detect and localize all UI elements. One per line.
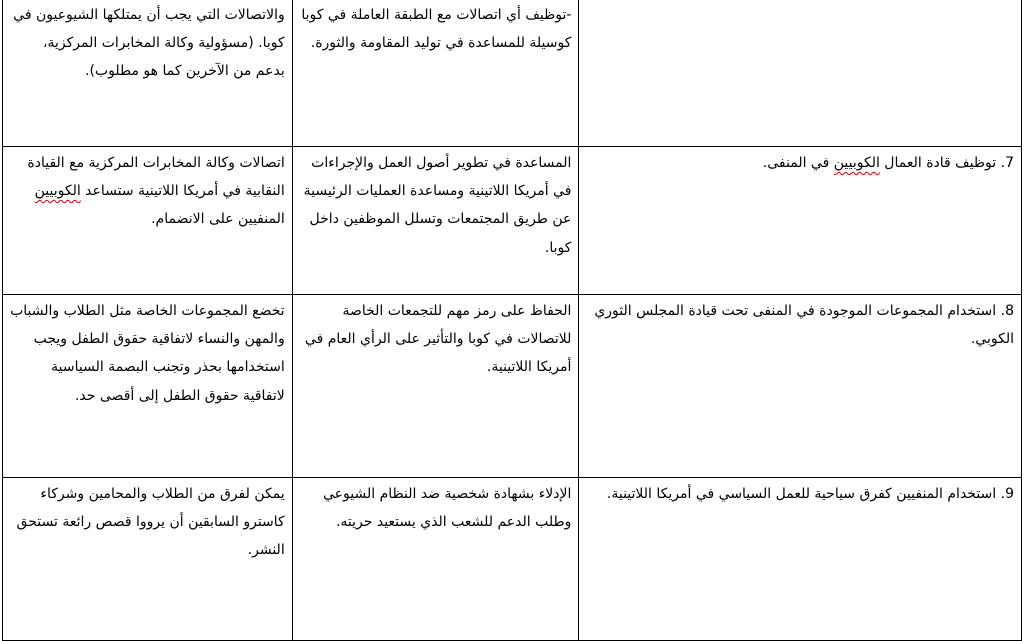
table-row [3, 0, 1022, 147]
notes-cell [3, 0, 293, 147]
item-text-start: 7. توظيف قادة العمال [879, 155, 1014, 171]
table-row [3, 295, 1022, 478]
notes-text-start: اتصالات وكالة المخابرات المركزية مع القيادة النقابية في أمريكا اللاتينية ستساعد [27, 155, 285, 200]
notes-text-end: المنفيين على الانضمام. [151, 211, 285, 228]
notes-text: يمكن لفرق من الطلاب والمحامين وشركاء كاسترو السابقين أن يرووا قصص رائعة تستحق النشر. [16, 486, 285, 559]
document-table [2, 0, 1022, 641]
item-cell [579, 147, 1022, 295]
item-text-end: في المنفى. [762, 155, 834, 171]
goal-cell [292, 147, 579, 295]
spelling-flagged-word: الكوبيين [34, 183, 81, 200]
notes-cell [3, 295, 293, 478]
item-cell [579, 295, 1022, 478]
table-row [3, 147, 1022, 295]
notes-text: والاتصالات التي يجب أن يمتلكها الشيوعيون في كوبا. (مسؤولية وكالة المخابرات المركزية، بدعم من الآخرين كما هو مطلوب). [13, 7, 285, 80]
spelling-flagged-word: الكوبيين [833, 155, 880, 171]
table-row [3, 478, 1022, 641]
goal-text: الحفاظ على رمز مهم للتجمعات الخاصة للاتصالات في كوبا والتأثير على الرأي العام في أمريكا اللاتينية. [304, 303, 572, 376]
item-text: 9. استخدام المنفيين كفرق سياحية للعمل السياسي في أمريكا اللاتينية. [606, 486, 1014, 502]
goal-cell [292, 0, 579, 147]
item-text: 8. استخدام المجموعات الموجودة في المنفى تحت قيادة المجلس الثوري الكوبي. [594, 303, 1014, 348]
notes-cell [3, 147, 293, 295]
goal-text: المساعدة في تطوير أصول العمل والإجراءات في أمريكا اللاتينية ومساعدة العمليات الرئيسية عن طريق المجتمعات وتسلل الموظفين داخل كوبا. [303, 155, 572, 256]
goal-cell [292, 478, 579, 641]
goal-text: -توظيف أي اتصالات مع الطبقة العاملة في كوبا كوسيلة للمساعدة في توليد المقاومة والثورة. [301, 7, 572, 52]
item-cell [579, 0, 1022, 147]
goal-cell [292, 295, 579, 478]
notes-text: تخضع المجموعات الخاصة مثل الطلاب والشباب والمهن والنساء لاتفاقية حقوق الطفل ويجب استخدامها بحذر وتجنب البصمة السياسية لاتفاقية حقوق الطفل إلى أقصى حد. [10, 303, 285, 404]
item-cell [579, 478, 1022, 641]
notes-text [10, 149, 285, 234]
notes-cell [3, 478, 293, 641]
item-text [586, 149, 1014, 177]
goal-text: الإدلاء بشهادة شخصية ضد النظام الشيوعي وطلب الدعم للشعب الذي يستعيد حريته. [323, 486, 572, 531]
